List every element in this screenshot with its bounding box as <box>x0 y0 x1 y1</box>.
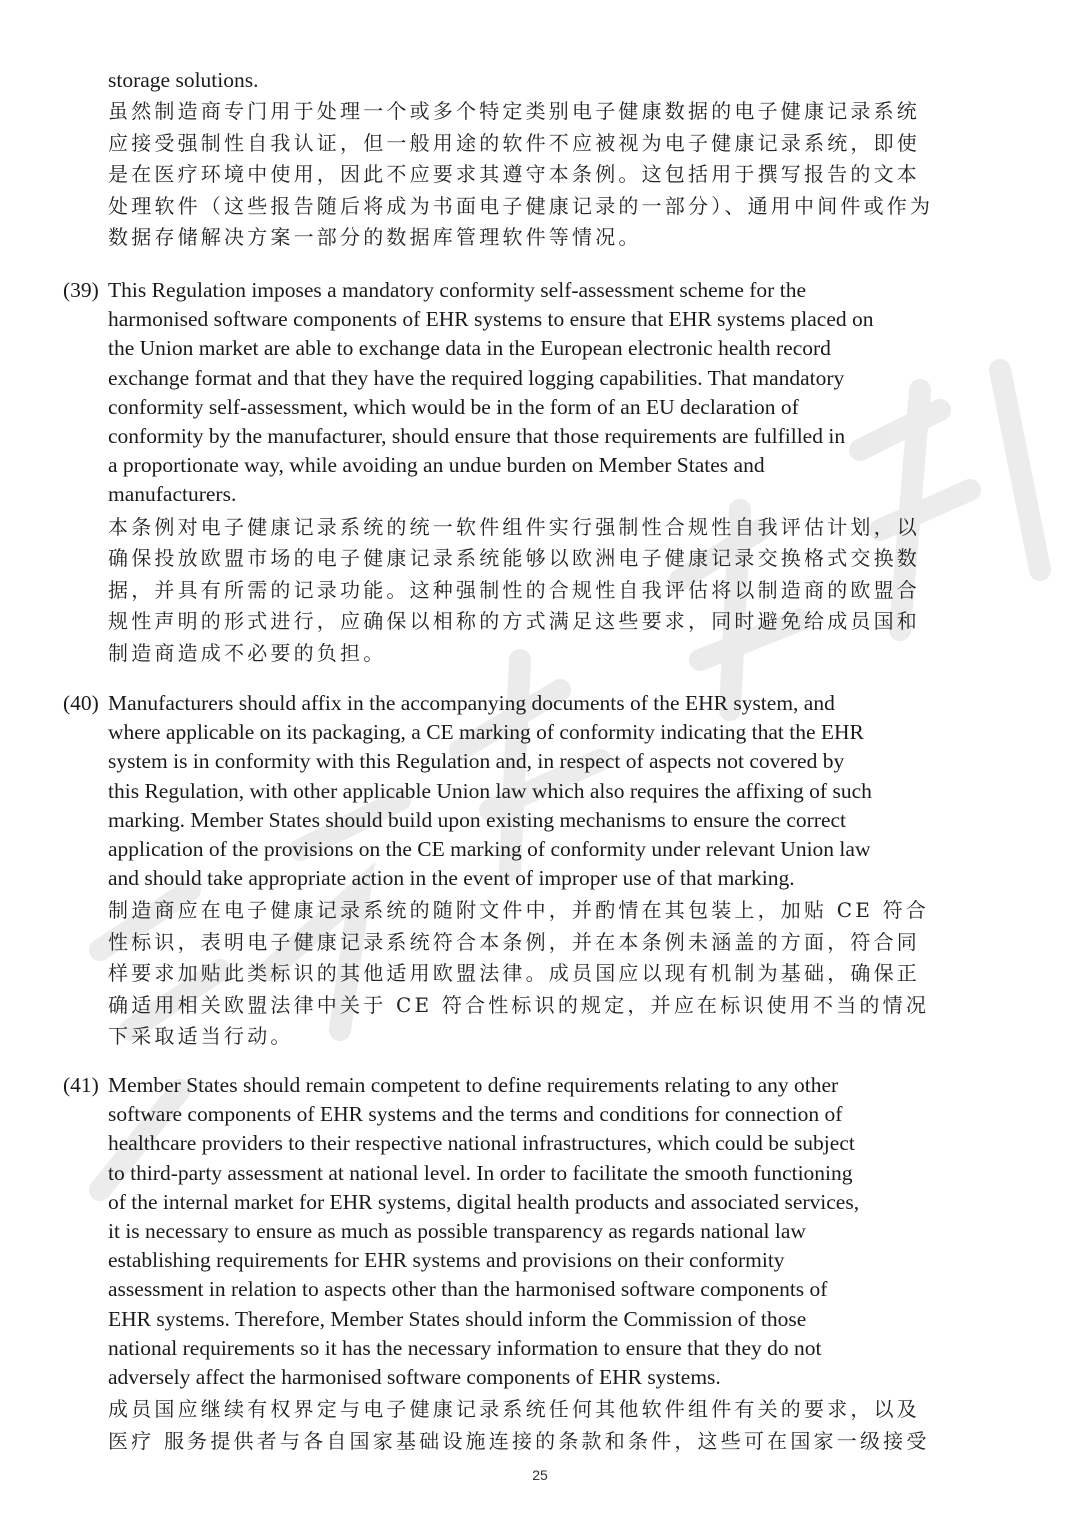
text-line: Member States should remain competent to define requirements relating to any other <box>108 1073 839 1097</box>
paragraph-chinese <box>108 895 929 1053</box>
text-line: EHR systems. Therefore, Member States should inform the Commission of those <box>108 1306 807 1331</box>
paragraph-english <box>108 276 920 510</box>
paragraph-number: (40) <box>63 691 99 715</box>
text-line: application of the provisions on the CE marking of conformity under relevant Union law <box>108 837 871 862</box>
text-line: 确保投放欧盟市场的电子健康记录系统能够以欧洲电子健康记录交换格式交换数 <box>108 546 920 571</box>
page-number: 25 <box>532 1467 548 1483</box>
text-line: 确适用相关欧盟法律中关于 CE 符合性标识的规定，并应在标识使用不当的情况 <box>108 992 930 1017</box>
paragraph-chinese <box>108 512 920 670</box>
text-line: 是在医疗环境中使用，因此不应要求其遵守本条例。这包括用于撰写报告的文本 <box>108 162 920 187</box>
text-line: 成员国应继续有权界定与电子健康记录系统任何其他软件组件有关的要求，以及 <box>108 1397 920 1422</box>
text-line: system is in conformity with this Regulation and, in respect of aspects not covered by <box>108 749 845 774</box>
text-line: 本条例对电子健康记录系统的统一软件组件实行强制性合规性自我评估计划，以 <box>108 514 920 539</box>
paragraph-english <box>108 1071 930 1392</box>
paragraph-number: (41) <box>63 1073 99 1097</box>
text-line: establishing requirements for EHR systems and provisions on their conformity <box>108 1248 785 1273</box>
paragraph-body <box>108 1071 930 1457</box>
text-line: storage solutions. <box>108 68 259 92</box>
text-line: harmonised software components of EHR systems to ensure that EHR systems placed on <box>108 307 874 332</box>
text-line: this Regulation, with other applicable Union law which also requires the affixing of such <box>108 778 872 803</box>
text-line: conformity by the manufacturer, should ensure that those requirements are fulfilled in <box>108 424 846 449</box>
text-line: assessment in relation to aspects other than the harmonised software components of <box>108 1277 828 1302</box>
text-line: and should take appropriate action in the event of improper use of that marking. <box>108 866 795 891</box>
text-line: 数据存储解决方案一部分的数据库管理软件等情况。 <box>108 225 642 250</box>
top-block <box>108 66 933 254</box>
paragraph-body <box>108 276 920 669</box>
text-line: a proportionate way, while avoiding an undue burden on Member States and <box>108 453 765 478</box>
text-line: 制造商应在电子健康记录系统的随附文件中，并酌情在其包装上，加贴 CE 符合 <box>108 898 930 923</box>
text-line: 处理软件（这些报告随后将成为书面电子健康记录的一部分）、通用中间件或作为 <box>108 193 934 218</box>
text-line: manufacturers. <box>108 482 237 507</box>
text-line: adversely affect the harmonised software components of EHR systems. <box>108 1365 721 1390</box>
text-line: 性标识，表明电子健康记录系统符合本条例，并在本条例未涵盖的方面，符合同 <box>108 929 920 954</box>
paragraph-number: (39) <box>63 278 99 302</box>
text-line: 应接受强制性自我认证，但一般用途的软件不应被视为电子健康记录系统，即使 <box>108 130 920 155</box>
paragraph-english <box>108 689 929 893</box>
paragraph-chinese <box>108 1394 930 1457</box>
text-line: 制造商造成不必要的负担。 <box>108 640 387 665</box>
text-line: 下采取适当行动。 <box>108 1024 294 1049</box>
text-line: Manufacturers should affix in the accompanying documents of the EHR system, and <box>108 691 835 715</box>
text-line: healthcare providers to their respective national infrastructures, which could be subject <box>108 1131 855 1156</box>
text-line: This Regulation imposes a mandatory conformity self-assessment scheme for the <box>108 278 806 302</box>
paragraph-body <box>108 689 929 1053</box>
text-line: conformity self-assessment, which would be in the form of an EU declaration of <box>108 394 799 419</box>
text-line: national requirements so it has the necessary information to ensure that they do not <box>108 1335 822 1360</box>
text-line: 医疗 服务提供者与各自国家基础设施连接的条款和条件，这些可在国家一级接受 <box>108 1428 930 1453</box>
text-line: of the internal market for EHR systems, digital health products and associated services, <box>108 1189 860 1214</box>
text-line: software components of EHR systems and the terms and conditions for connection of <box>108 1102 843 1127</box>
text-line: exchange format and that they have the required logging capabilities. That mandatory <box>108 365 845 390</box>
top-block-english <box>108 66 933 95</box>
text-line: 样要求加贴此类标识的其他适用欧盟法律。成员国应以现有机制为基础，确保正 <box>108 961 920 986</box>
text-line: 规性声明的形式进行，应确保以相称的方式满足这些要求，同时避免给成员国和 <box>108 609 920 634</box>
text-line: 虽然制造商专门用于处理一个或多个特定类别电子健康数据的电子健康记录系统 <box>108 99 920 124</box>
top-block-chinese <box>108 96 933 254</box>
text-line: to third-party assessment at national level. In order to facilitate the smooth functioning <box>108 1160 853 1185</box>
text-line: 据，并具有所需的记录功能。这种强制性的合规性自我评估将以制造商的欧盟合 <box>108 577 920 602</box>
text-line: marking. Member States should build upon existing mechanisms to ensure the correct <box>108 807 847 832</box>
text-line: it is necessary to ensure as much as possible transparency as regards national law <box>108 1219 806 1244</box>
text-line: where applicable on its packaging, a CE marking of conformity indicating that the EHR <box>108 720 864 745</box>
text-line: the Union market are able to exchange data in the European electronic health record <box>108 336 831 361</box>
